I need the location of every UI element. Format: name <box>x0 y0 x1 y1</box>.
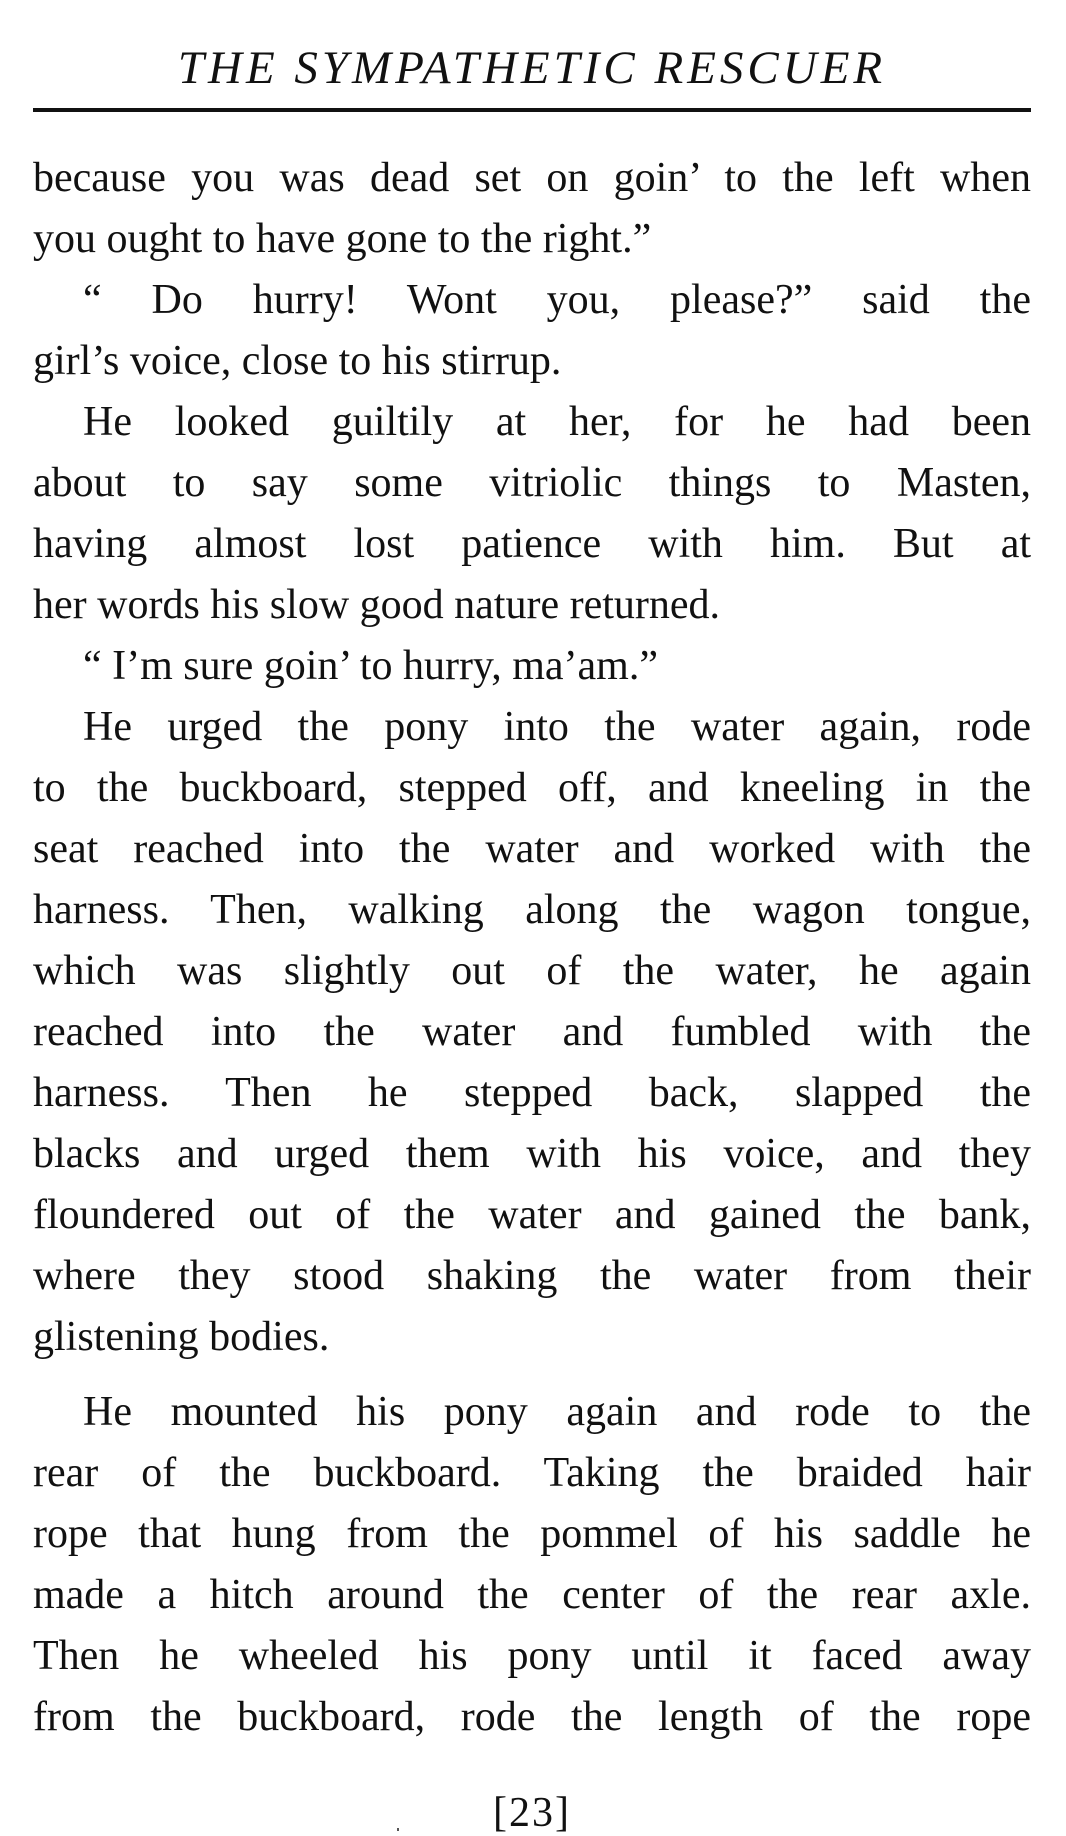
text-line: He urged the pony into the water again, rode <box>83 704 1031 750</box>
text-line: girl’s voice, close to his stirrup. <box>33 338 562 384</box>
text-line: “ Do hurry! Wont you, please?” said the <box>83 277 1031 323</box>
text-line: where they stood shaking the water from their <box>33 1253 1031 1299</box>
text-line: He mounted his pony again and rode to the <box>83 1389 1031 1435</box>
text-line: made a hitch around the center of the rear axle. <box>33 1572 1031 1618</box>
text-line: harness. Then he stepped back, slapped the <box>33 1070 1031 1116</box>
running-head: THE SYMPATHETIC RESCUER <box>177 42 887 94</box>
text-line: to the buckboard, stepped off, and kneeling in the <box>33 765 1031 811</box>
text-line: rear of the buckboard. Taking the braided hair <box>33 1450 1031 1496</box>
print-speck <box>397 1828 399 1831</box>
text-line: rope that hung from the pommel of his saddle he <box>33 1511 1031 1557</box>
text-line: seat reached into the water and worked with the <box>33 826 1031 872</box>
text-line: harness. Then, walking along the wagon tongue, <box>33 887 1031 933</box>
text-line: “ I’m sure goin’ to hurry, ma’am.” <box>83 643 658 689</box>
text-line: her words his slow good nature returned. <box>33 582 721 628</box>
text-line: Then he wheeled his pony until it faced away <box>33 1633 1031 1679</box>
text-line: from the buckboard, rode the length of the rope <box>33 1694 1031 1740</box>
text-line: which was slightly out of the water, he again <box>33 948 1031 994</box>
page-number: [23] <box>493 1790 571 1836</box>
text-line: blacks and urged them with his voice, and they <box>33 1131 1031 1177</box>
header-rule <box>33 108 1031 112</box>
text-line: reached into the water and fumbled with the <box>33 1009 1031 1055</box>
text-line: you ought to have gone to the right.” <box>33 216 652 262</box>
text-line: floundered out of the water and gained the bank, <box>33 1192 1031 1238</box>
book-page <box>33 0 1031 1836</box>
text-line: glistening bodies. <box>33 1314 330 1360</box>
text-line: because you was dead set on goin’ to the left when <box>33 155 1031 201</box>
text-line: having almost lost patience with him. But at <box>33 521 1031 567</box>
text-line: about to say some vitriolic things to Masten, <box>33 460 1031 506</box>
body-text <box>33 148 1031 1748</box>
text-line: He looked guiltily at her, for he had been <box>83 399 1031 445</box>
